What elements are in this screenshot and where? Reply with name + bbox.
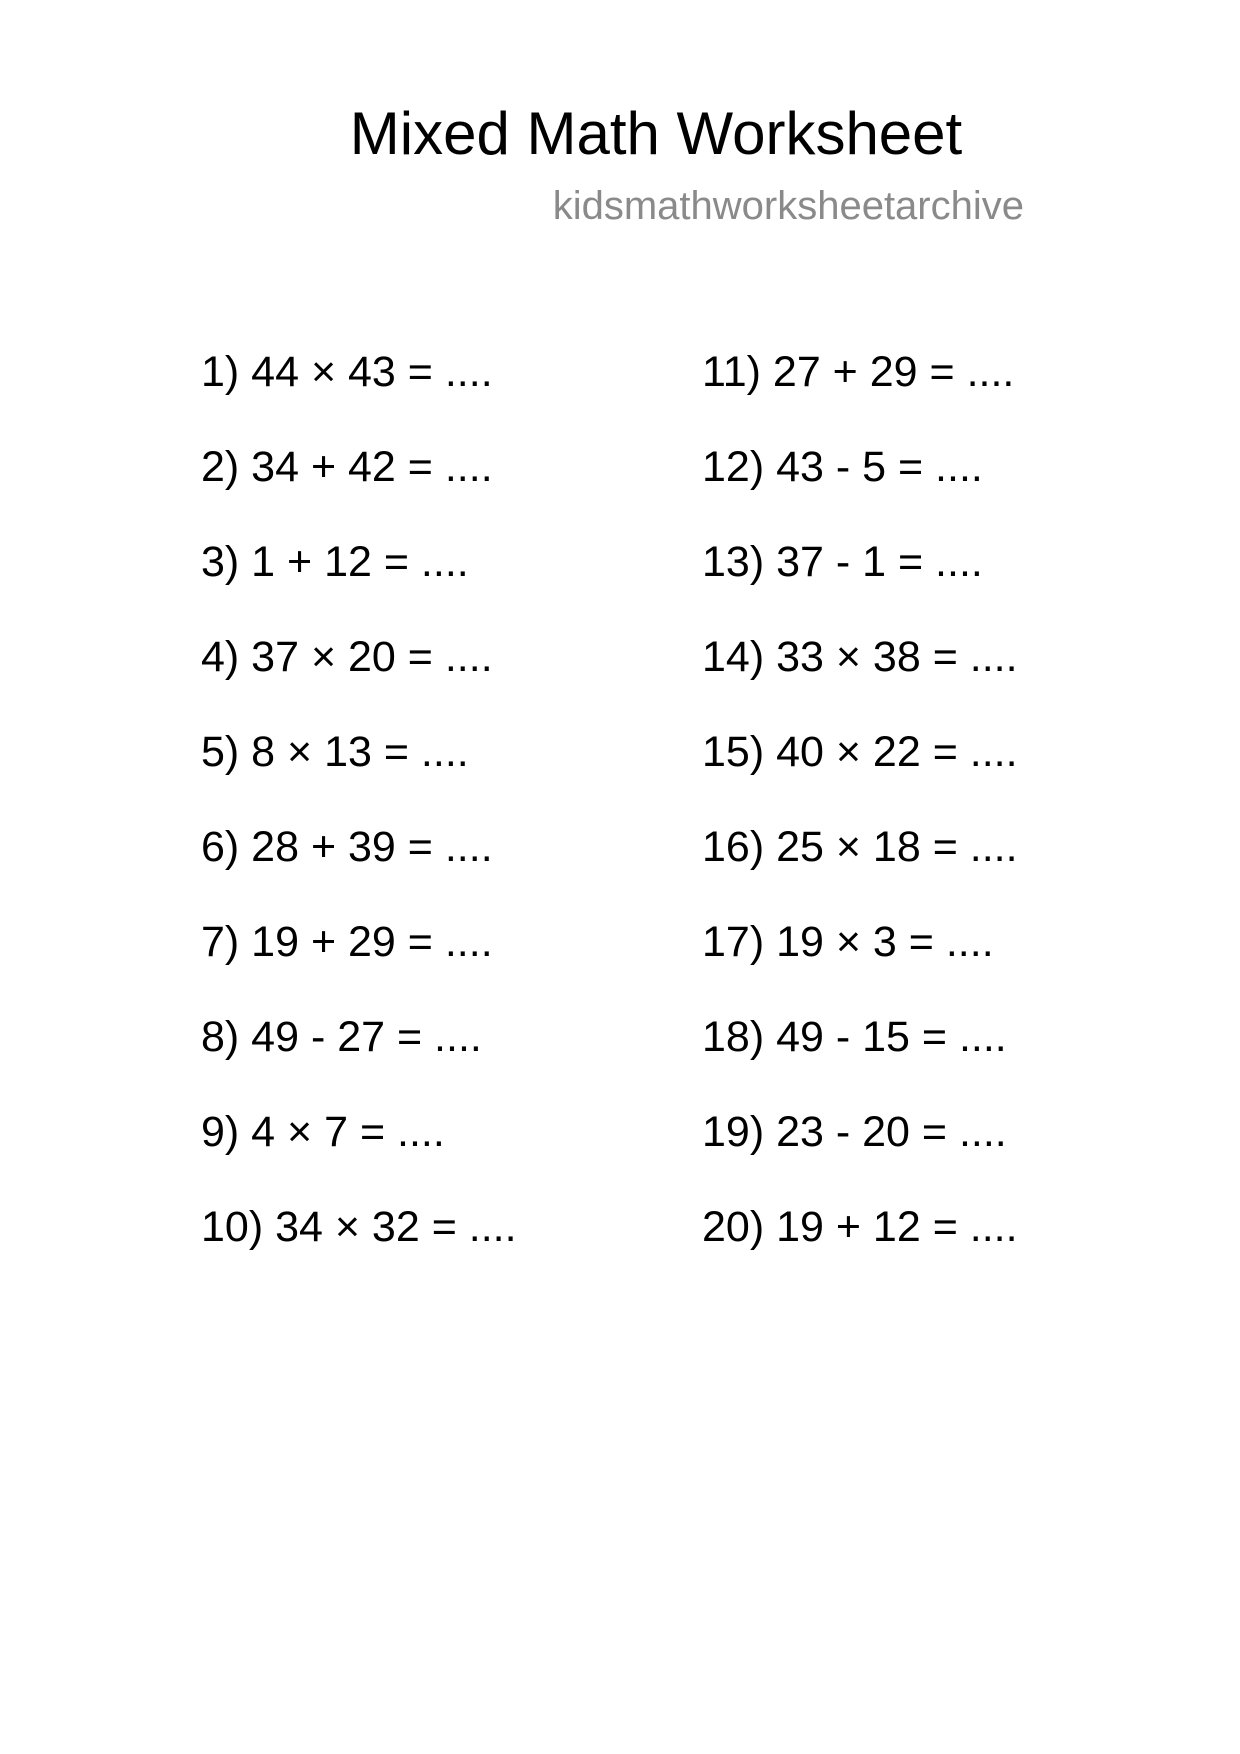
site-credit: kidsmathworksheetarchive <box>552 184 1024 228</box>
problem-12: 12) 43 - 5 = .... <box>702 443 983 491</box>
problem-6: 6) 28 + 39 = .... <box>201 823 493 871</box>
problem-17: 17) 19 × 3 = .... <box>702 918 994 966</box>
problem-9: 9) 4 × 7 = .... <box>201 1108 445 1156</box>
problem-grid <box>0 348 1240 1308</box>
problem-11: 11) 27 + 29 = .... <box>702 348 1015 396</box>
problem-10: 10) 34 × 32 = .... <box>201 1203 517 1251</box>
problem-4: 4) 37 × 20 = .... <box>201 633 493 681</box>
problem-5: 5) 8 × 13 = .... <box>201 728 469 776</box>
problem-column-left <box>201 348 517 1298</box>
problem-8: 8) 49 - 27 = .... <box>201 1013 482 1061</box>
problem-column-right <box>702 348 1018 1298</box>
problem-15: 15) 40 × 22 = .... <box>702 728 1018 776</box>
problem-3: 3) 1 + 12 = .... <box>201 538 469 586</box>
problem-16: 16) 25 × 18 = .... <box>702 823 1018 871</box>
problem-14: 14) 33 × 38 = .... <box>702 633 1018 681</box>
problem-2: 2) 34 + 42 = .... <box>201 443 493 491</box>
problem-1: 1) 44 × 43 = .... <box>201 348 493 396</box>
problem-18: 18) 49 - 15 = .... <box>702 1013 1007 1061</box>
problem-20: 20) 19 + 12 = .... <box>702 1203 1018 1251</box>
problem-7: 7) 19 + 29 = .... <box>201 918 493 966</box>
problem-13: 13) 37 - 1 = .... <box>702 538 983 586</box>
problem-19: 19) 23 - 20 = .... <box>702 1108 1007 1156</box>
page-title: Mixed Math Worksheet <box>349 100 963 167</box>
